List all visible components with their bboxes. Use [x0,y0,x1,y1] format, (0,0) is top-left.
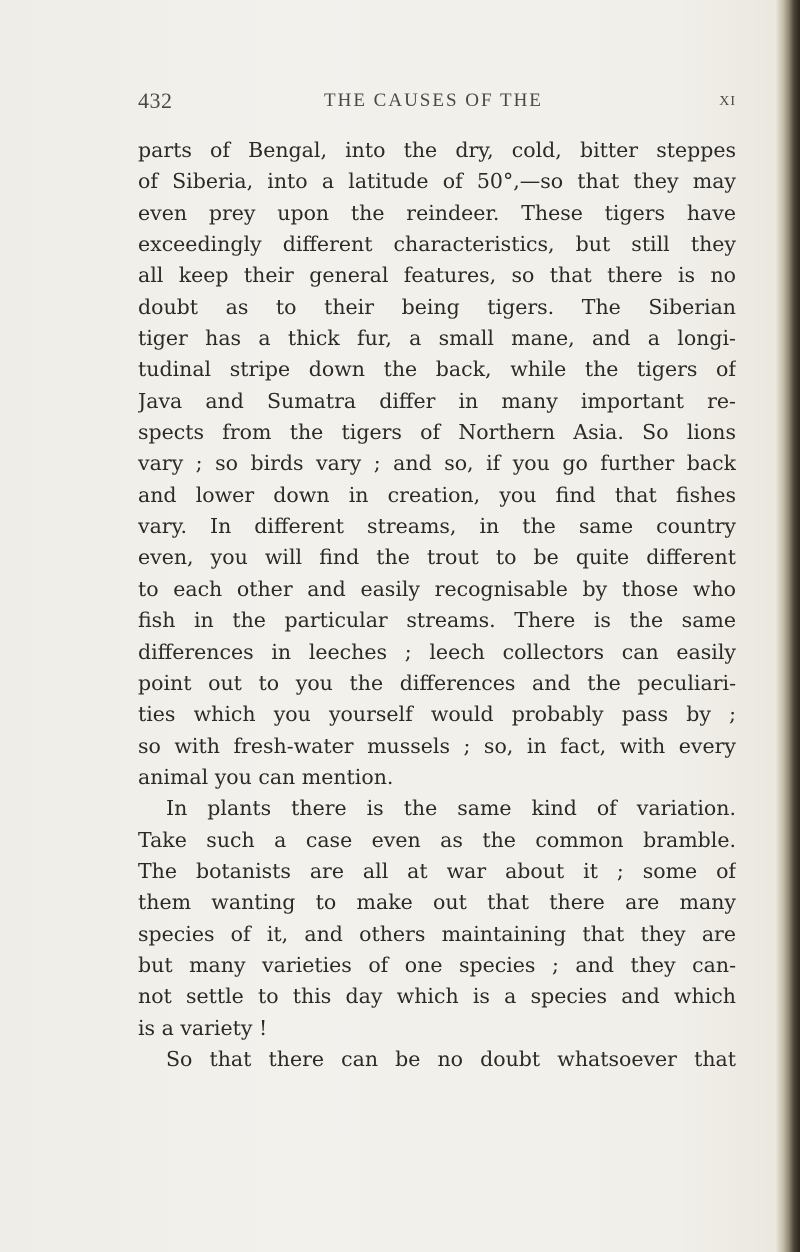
text-line: even, you will find the trout to be quite different [138,545,736,570]
text-line: even prey upon the reindeer. These tigers have [138,200,736,225]
text-line: spects from the tigers of Northern Asia. So lions [138,420,736,445]
text-line: them wanting to make out that there are many [138,890,736,915]
text-line: but many varieties of one species ; and they can- [138,952,736,977]
text-line: not settle to this day which is a species and which [138,984,736,1009]
text-line: doubt as to their being tigers. The Siberian [138,294,736,319]
text-line: The botanists are all at war about it ; some of [138,858,736,883]
text-line: tudinal stripe down the back, while the tigers of [138,357,736,382]
running-head: THE CAUSES OF THE [324,90,543,111]
text-line: differences in leeches ; leech collectors can easily [138,639,736,664]
text-line: species of it, and others maintaining that they are [138,921,736,946]
text-line: parts of Bengal, into the dry, cold, bitter steppes [138,138,736,162]
page-number: 432 [138,88,173,113]
text-line: so with fresh-water mussels ; so, in fact, with every [138,733,736,758]
text-line: vary ; so birds vary ; and so, if you go further back [138,451,736,476]
text-line: exceedingly different characteristics, but still they [138,232,736,257]
text-line: Java and Sumatra differ in many important re- [138,388,736,413]
body-text [138,135,736,1075]
text-line: Take such a case even as the common bramble. [138,827,736,852]
text-line: is a variety ! [138,1015,268,1040]
text-line: and lower down in creation, you find that fishes [138,482,736,507]
text-line: fish in the particular streams. There is the same [138,608,736,633]
text-line: So that there can be no doubt whatsoever that [166,1046,736,1071]
text-line: of Siberia, into a latitude of 50°,—so that they may [138,169,736,194]
text-line: point out to you the differences and the peculiari- [138,670,736,695]
text-line: In plants there is the same kind of variation. [166,796,736,821]
text-line: animal you can mention. [138,764,394,789]
text-line: all keep their general features, so that there is no [138,263,736,288]
section-mark: XI [719,94,736,109]
text-line: to each other and easily recognisable by those who [138,576,736,601]
text-line: tiger has a thick fur, a small mane, and a longi- [138,326,736,351]
text-line: vary. In different streams, in the same country [138,514,736,539]
text-line: ties which you yourself would probably pass by ; [138,702,736,727]
page-edge-shadow [776,0,800,1252]
page-header [138,88,736,118]
